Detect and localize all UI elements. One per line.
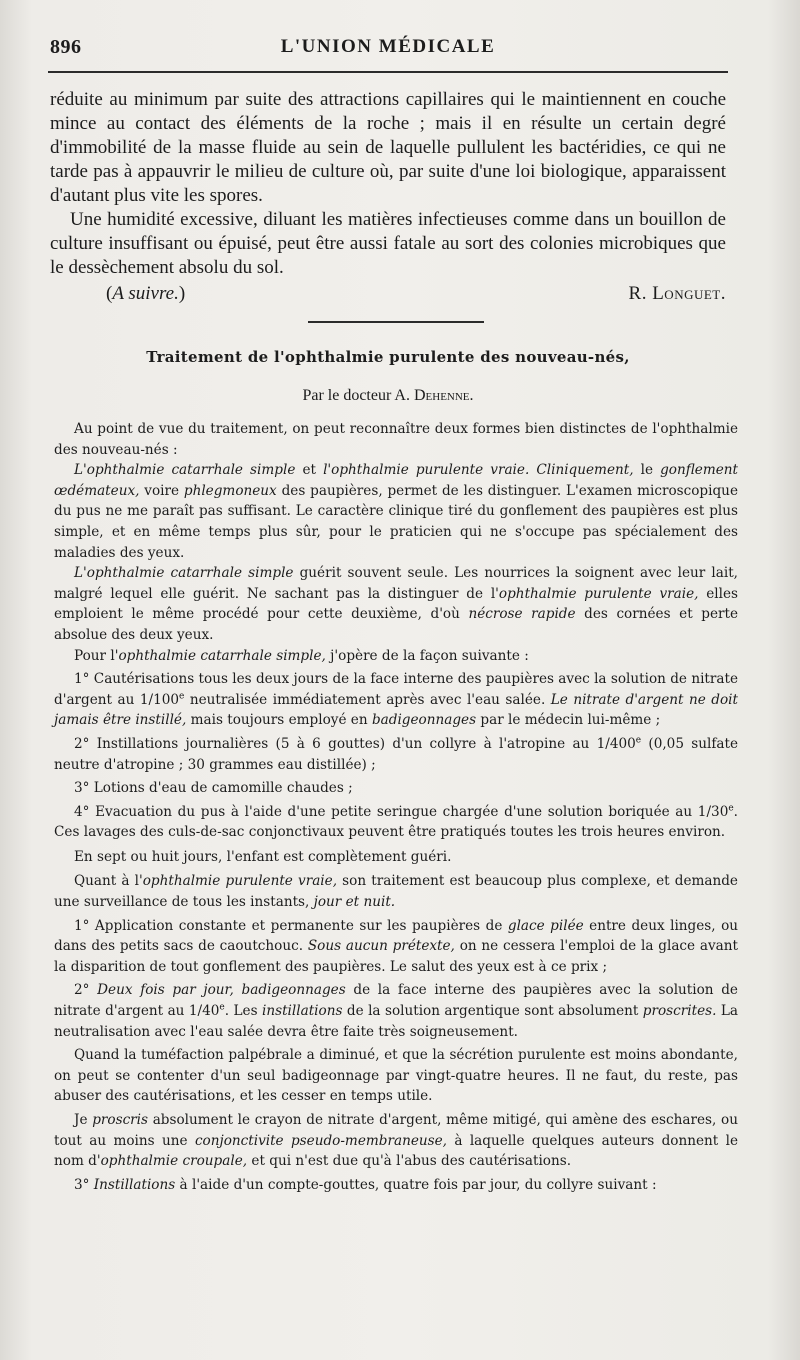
superscript: e	[728, 803, 734, 814]
emphasis: nécrose rapide	[468, 606, 576, 623]
text-run: mais toujours employé en	[186, 712, 372, 729]
text-run: par le médecin lui-même ;	[476, 712, 661, 729]
text-run: de la solution argentique sont absolument	[342, 1003, 643, 1020]
text-run: de la face interne des paupières avec la solution de nitrate d'argent au 1/40	[54, 982, 738, 1020]
author-signature: R. Longuet.	[628, 283, 726, 304]
text-run: des cornées et perte absolue des deux yeux.	[54, 606, 738, 643]
emphasis: l'ophthalmie purulente vraie. Cliniquement,	[323, 462, 634, 479]
text-run: on ne cessera l'emploi de la glace avant la disparition de tout gonflement des paupières. Le salut des yeux est à ce prix ;	[54, 938, 738, 975]
paragraph-procedure-intro	[54, 646, 738, 667]
step-purulent-3	[54, 1175, 738, 1196]
step-purulent-1	[54, 916, 738, 978]
emphasis: L'ophthalmie catarrhale simple	[74, 565, 294, 582]
byline-prefix: Par le docteur A.	[302, 387, 414, 404]
byline-end: .	[469, 387, 474, 404]
text-run: . Les	[224, 1003, 263, 1020]
text-run: absolument le crayon de nitrate d'argent, même mitigé, qui amène des eschares, ou tout au moins une	[54, 1112, 738, 1149]
emphasis: ophthalmie croupale,	[100, 1153, 248, 1170]
text-run: 3°	[74, 1176, 94, 1193]
page-number: 896	[50, 36, 82, 58]
paragraph: réduite au minimum par suite des attractions capillaires qui le maintiennent en couche mince au contact des éléments de la roche ; mais il en résulte un certain degré d'immobilité de la masse fluide au sein de laquelle pullulent les bactéridies, ce qui ne tarde pas à appauvrir le milieu de culture où, par suite d'une loi biologique, apparaissent d'autant plus vite les spores.	[50, 89, 726, 206]
emphasis: phlegmoneux	[183, 482, 277, 499]
section-divider	[308, 321, 484, 323]
article-title: Traitement de l'ophthalmie purulente des nouveau-nés,	[146, 348, 630, 366]
text-run: 1° Application constante et permanente sur les paupières de	[74, 917, 508, 934]
emphasis: ophthalmie catarrhale simple,	[118, 647, 326, 664]
text-run: à laquelle quelques auteurs donnent le nom d'	[54, 1132, 738, 1170]
emphasis: Instillations	[93, 1176, 176, 1193]
superscript: e	[635, 735, 642, 746]
emphasis: L'ophthalmie catarrhale simple	[74, 462, 296, 479]
previous-article-ending	[50, 88, 726, 280]
step-simple-3: 3° Lotions d'eau de camomille chaudes ;	[74, 780, 353, 797]
text-run: entre deux linges, ou dans des petits sacs de caoutchouc.	[54, 917, 739, 955]
step-purulent-2	[54, 980, 738, 1042]
emphasis: proscrites.	[642, 1003, 717, 1020]
text-run: voire	[139, 482, 184, 499]
page-header	[50, 36, 726, 62]
text-run: et	[295, 462, 324, 479]
byline	[50, 387, 726, 405]
text-run: 2°	[74, 982, 98, 999]
emphasis: Deux fois par jour, badigeonnages	[97, 982, 346, 999]
emphasis: ophthalmie purulente vraie,	[142, 873, 338, 890]
text-run: 2° Instillations journalières (5 à 6 gouttes) d'un collyre à l'atropine au 1/400	[74, 735, 636, 752]
step-simple-2	[54, 734, 738, 775]
paragraph-intro: Au point de vue du traitement, on peut reconnaître deux formes bien distinctes de l'ophthalmie des nouveau-nés :	[54, 421, 738, 458]
text-run: (0,05 sulfate neutre d'atropine ; 30 grammes eau distillée) ;	[54, 735, 738, 773]
text-run: Pour l'	[74, 647, 119, 664]
to-be-continued-text: A suivre.	[112, 283, 179, 304]
text-run: 1° Cautérisations tous les deux jours de la face interne des paupières avec la solution de nitrate d'argent au 1/100	[54, 671, 738, 708]
superscript: e	[219, 1002, 225, 1013]
emphasis: gonflement œdémateux,	[54, 462, 738, 499]
paragraph-reduction: Quand la tuméfaction palpébrale a diminué, et que la sécrétion purulente est moins abondante, on peut se contenter d'un seul badigeonnage par vingt-quatre heures. Il ne faut, du reste, pas abuser des cautérisations, et les cesser en temps utile.	[54, 1047, 738, 1105]
text-run: neutralisée immédiatement après avec l'eau salée.	[184, 691, 551, 708]
text-run: Quant à l'	[74, 873, 143, 890]
step-simple-4	[54, 802, 738, 843]
text-run: elles emploient le même procédé pour cette deuxième, d'où	[54, 585, 738, 623]
text-run: . Ces lavages des culs-de-sac conjonctivaux peuvent être pratiqués toutes les trois heures environ.	[54, 803, 738, 841]
signature-row	[50, 283, 726, 307]
paragraph-distinction	[54, 460, 738, 563]
step-simple-1	[54, 669, 738, 731]
emphasis: instillations	[262, 1003, 343, 1020]
text-run: Je	[74, 1112, 93, 1128]
to-be-continued: (A suivre.)	[106, 283, 186, 304]
paragraph: Une humidité excessive, diluant les matières infectieuses comme dans un bouillon de culture insuffisant ou épuisé, peut être aussi fatale au sort des colonies microbiques que le dessèchement absolu du sol.	[50, 209, 726, 278]
text-run: j'opère de la façon suivante :	[325, 647, 529, 664]
paragraph-result: En sept ou huit jours, l'enfant est complètement guéri.	[74, 848, 452, 865]
text-run: guérit souvent seule. Les nourrices la soignent avec leur lait, malgré lequel elle guérit. Ne sachant pas la distinguer de l'	[54, 565, 738, 602]
emphasis: Sous aucun prétexte,	[307, 938, 455, 955]
emphasis: proscris	[92, 1112, 148, 1128]
superscript: e	[179, 691, 185, 702]
emphasis: ophthalmie purulente vraie,	[498, 585, 699, 602]
emphasis: jour et nuit.	[313, 894, 396, 911]
emphasis: conjonctivite pseudo-membraneuse,	[194, 1132, 447, 1149]
article-body	[54, 419, 738, 1195]
text-run: des paupières, permet de les distinguer. L'examen microscopique du pus ne me paraît pas suffisant. Le caractère clinique tiré du gonflement des paupières est plus simple, et en même temps plus sûr, pour le praticien qui ne s'occupe pas spécialement des maladies des yeux.	[54, 482, 738, 561]
text-run: et qui n'est due qu'à l'abus des cautérisations.	[247, 1153, 572, 1170]
header-rule	[48, 71, 728, 73]
emphasis: Le nitrate d'argent ne doit jamais être instillé,	[54, 691, 738, 729]
emphasis: badigeonnages	[371, 712, 477, 729]
text-run: 4° Evacuation du pus à l'aide d'une petite seringue chargée d'une solution boriquée au 1/30	[74, 803, 729, 820]
text-run: La neutralisation avec l'eau salée devra être faite très soigneusement.	[54, 1003, 739, 1040]
emphasis: glace pilée	[507, 917, 584, 934]
text-run: à l'aide d'un compte-gouttes, quatre fois par jour, du collyre suivant :	[175, 1176, 657, 1193]
paragraph-proscription	[54, 1110, 738, 1172]
paragraph-simple-form	[54, 563, 738, 645]
author-name: Dehenne	[413, 387, 470, 404]
text-run: son traitement est beaucoup plus complexe, et demande une surveillance de tous les instants,	[54, 873, 738, 911]
text-run: le	[633, 462, 661, 479]
journal-title: L'UNION MÉDICALE	[280, 36, 496, 57]
paragraph-purulent-form	[54, 871, 738, 912]
